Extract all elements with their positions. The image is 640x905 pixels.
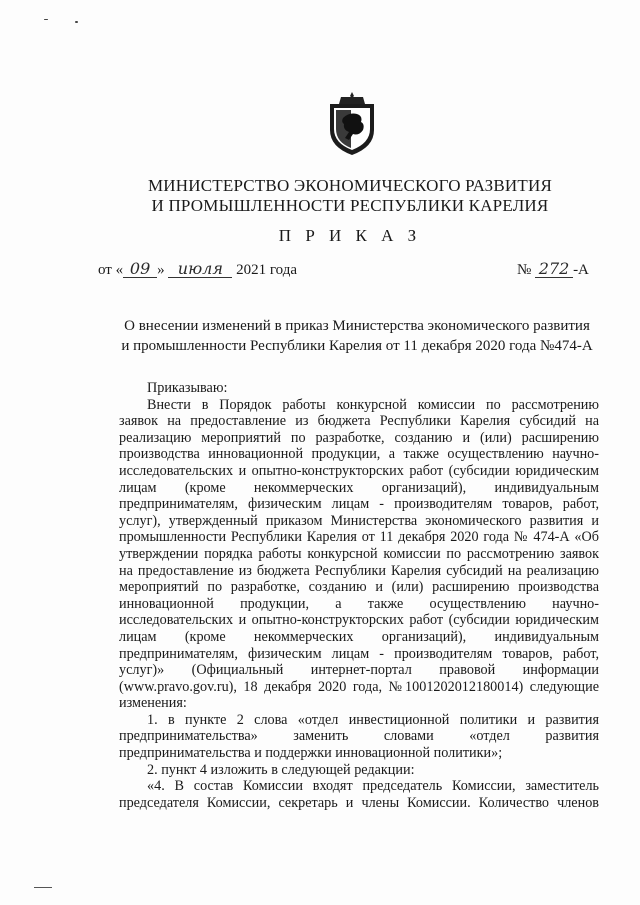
- body-line: реализацию мероприятий по разработке, созданию и (или) расширению: [119, 429, 599, 446]
- order-body: [119, 380, 599, 811]
- body-line: услуг), утвержденный приказом Министерства экономического развития и: [119, 512, 599, 529]
- body-line: лицам (кроме некоммерческих организаций), индивидуальным: [119, 628, 599, 645]
- number-suffix: -А: [573, 262, 589, 278]
- item1-line: 1. в пункте 2 слова «отдел инвестиционной политики и развития: [147, 711, 599, 728]
- body-line: предпринимателям, физическим лицам - производителям товаров, работ,: [119, 645, 599, 662]
- ministry-name-line-1: МИНИСТЕРСТВО ЭКОНОМИЧЕСКОГО РАЗВИТИЯ: [147, 176, 553, 195]
- body-line: промышленности Республики Карелия от 11 декабря 2020 года № 474-А «Об: [119, 529, 599, 546]
- item1-line: предпринимательства и поддержки инновационной политики»;: [119, 745, 503, 762]
- scan-speck: [44, 19, 48, 20]
- item2-heading: 2. пункт 4 изложить в следующей редакции:: [147, 761, 415, 778]
- order-date: [98, 261, 297, 279]
- body-line: заявок на предоставление из бюджета Республики Карелия субсидий на: [119, 413, 599, 430]
- body-line: утверждении порядка работы конкурсной комиссии по рассмотрению заявок: [119, 545, 599, 562]
- item2-text: председателя Комиссии, секретарь и члены Комиссии. Количество членов: [119, 794, 599, 811]
- body-line: исследовательских и опытно-конструкторских работ (субсидии юридическим: [119, 612, 599, 629]
- body-line: исследовательских и опытно-конструкторских работ (субсидии юридическим: [119, 462, 599, 479]
- date-year: 2021 года: [236, 262, 297, 278]
- date-month: июля: [168, 261, 232, 278]
- number-prefix: №: [517, 262, 532, 278]
- ministry-name-line-2: И ПРОМЫШЛЕННОСТИ РЕСПУБЛИКИ КАРЕЛИЯ: [151, 196, 549, 215]
- intro-text: Приказываю:: [147, 380, 228, 396]
- subject-line: и промышленности Республики Карелия от 11 декабря 2020 года №474-А: [121, 338, 593, 354]
- document-type-title: П Р И К А З: [278, 226, 422, 245]
- date-prefix: от «: [98, 262, 124, 278]
- item1-line: предпринимательства» заменить словами «отдел развития: [119, 728, 599, 745]
- date-quote: »: [157, 262, 165, 278]
- item2-text: «4. В состав Комиссии входят председатель Комиссии, заместитель: [147, 778, 599, 795]
- body-line: изменения:: [119, 695, 187, 712]
- subject-line: О внесении изменений в приказ Министерства экономического развития: [124, 318, 590, 334]
- scan-speck: [75, 21, 78, 23]
- karelia-coat-of-arms-icon: [327, 92, 377, 156]
- body-line: мероприятий по разработке, созданию и (или) расширению производства: [119, 579, 599, 596]
- body-line: на предоставление из бюджета Республики Карелия субсидий на реализацию: [119, 562, 599, 579]
- body-line: производства инновационной продукции, а также осуществлению научно-: [119, 446, 599, 463]
- number-value: 272: [535, 261, 573, 278]
- date-day: 09: [123, 261, 157, 278]
- body-line: лицам (кроме некоммерческих организаций), индивидуальным: [119, 479, 599, 496]
- order-subject: [112, 316, 602, 356]
- body-line: предпринимателям, физическим лицам - производителям товаров, работ,: [119, 496, 599, 513]
- margin-mark: [34, 887, 52, 888]
- body-line: (www.pravo.gov.ru), 18 декабря 2020 года, №1001202012180014) следующие: [119, 678, 599, 695]
- order-number: [517, 261, 589, 279]
- body-line: услуг)» (Официальный интернет-портал правовой информации: [119, 662, 599, 679]
- body-line: Внести в Порядок работы конкурсной комиссии по рассмотрению: [147, 396, 599, 413]
- body-line: инновационной продукции, а также осуществлению научно-: [119, 595, 599, 612]
